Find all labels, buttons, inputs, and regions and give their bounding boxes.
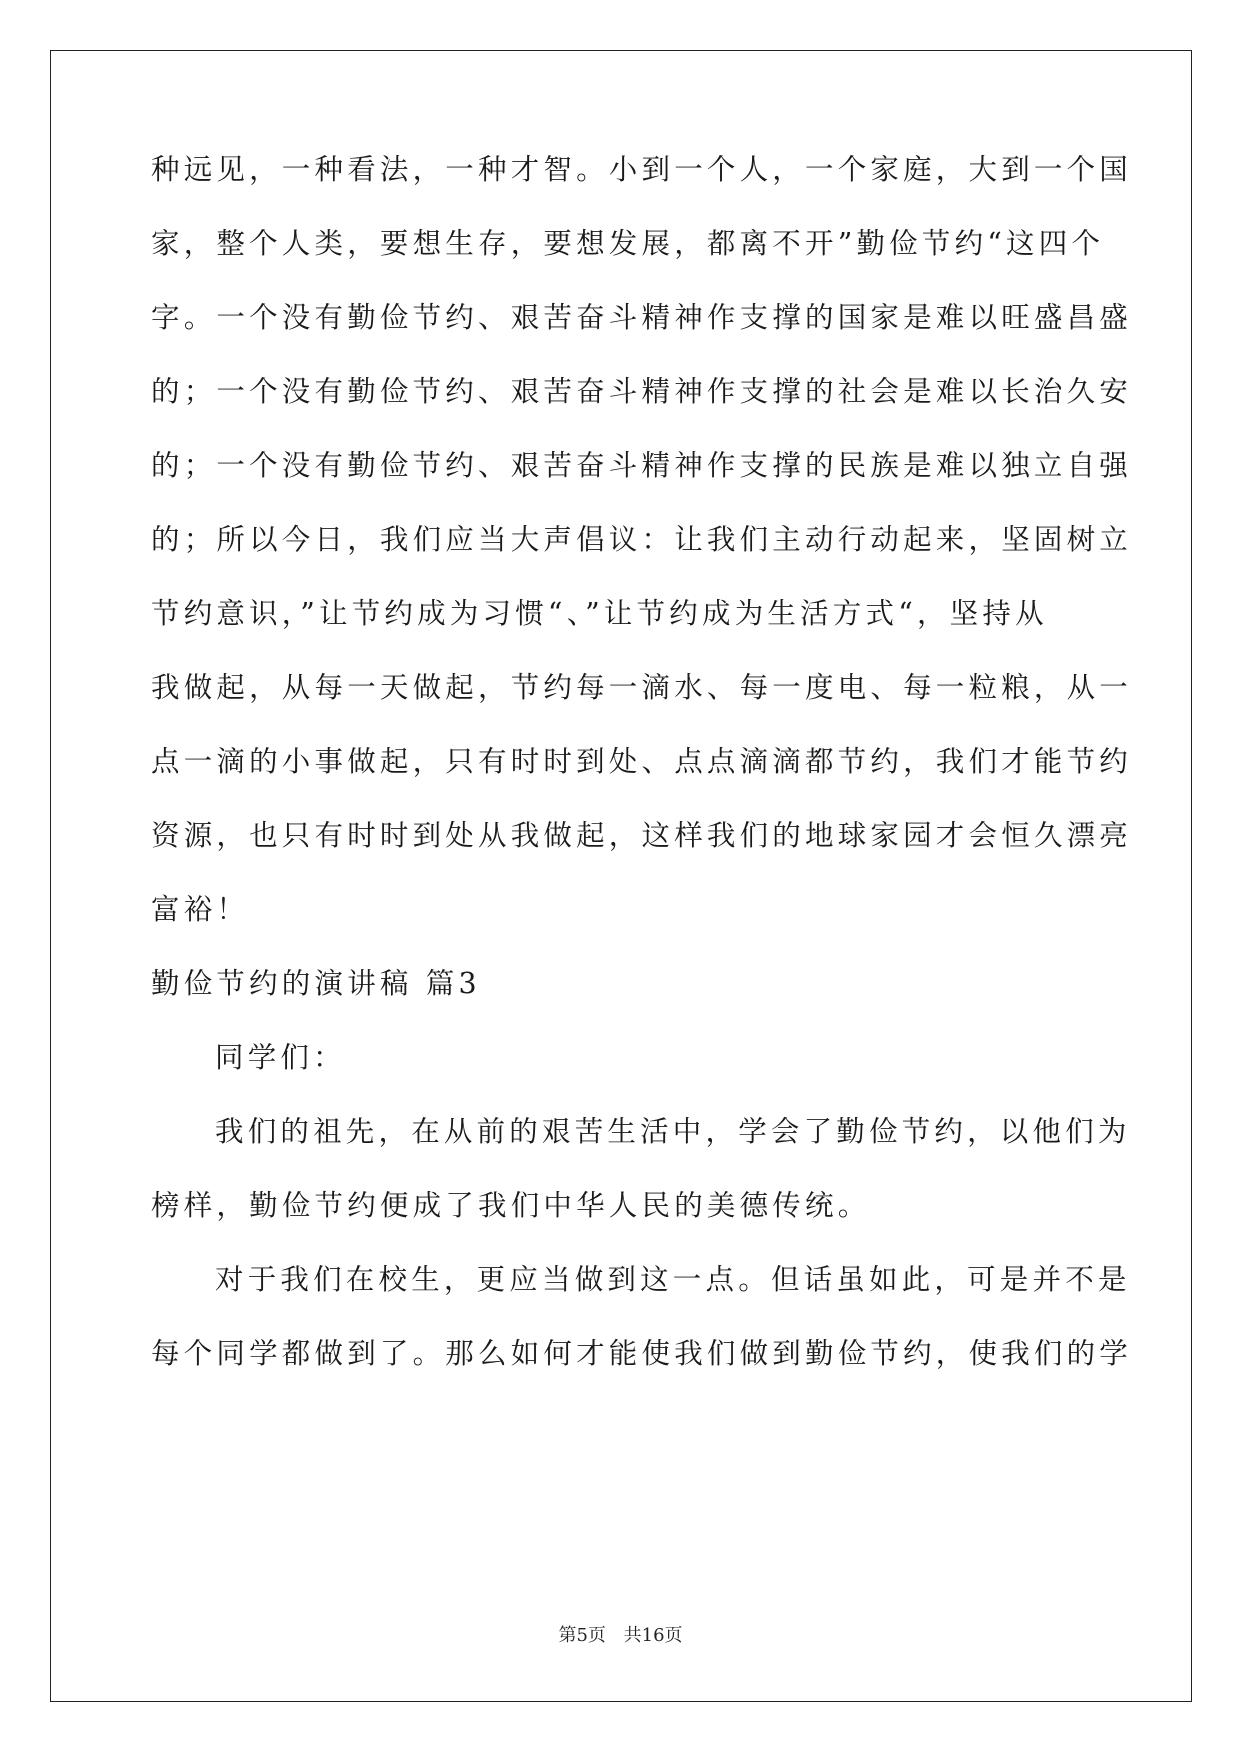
- paragraph-line: 每个同学都做到了。那么如何才能使我们做到勤俭节约，使我们的学: [151, 1337, 1133, 1370]
- page-footer: [0, 1624, 1241, 1648]
- section-heading: 勤俭节约的演讲稿 篇3: [151, 967, 481, 1000]
- body-line: 节约意识，”让节约成为习惯“、”让节约成为生活方式“，坚持从: [151, 597, 1048, 630]
- body-line: 的；一个没有勤俭节约、艰苦奋斗精神作支撑的社会是难以长治久安: [151, 375, 1133, 408]
- page-number: 第5页: [558, 1625, 606, 1646]
- paragraph-line: 我们的祖先，在从前的艰苦生活中，学会了勤俭节约，以他们为: [215, 1115, 1131, 1148]
- paragraph-line: 对于我们在校生，更应当做到这一点。但话虽如此，可是并不是: [215, 1263, 1131, 1296]
- body-line: 我做起，从每一天做起，节约每一滴水、每一度电、每一粒粮，从一: [151, 671, 1133, 704]
- body-line: 点一滴的小事做起，只有时时到处、点点滴滴都节约，我们才能节约: [151, 745, 1133, 778]
- body-line: 的；一个没有勤俭节约、艰苦奋斗精神作支撑的民族是难以独立自强: [151, 449, 1133, 482]
- paragraph-line: 榜样，勤俭节约便成了我们中华人民的美德传统。: [151, 1189, 871, 1222]
- body-line: 种远见，一种看法，一种才智。小到一个人，一个家庭，大到一个国: [151, 153, 1133, 186]
- body-line: 资源，也只有时时到处从我做起，这样我们的地球家园才会恒久漂亮: [151, 819, 1133, 852]
- body-line: 富裕！: [151, 893, 250, 926]
- body-line: 家，整个人类，要想生存，要想发展，都离不开”勤俭节约“这四个: [151, 227, 1105, 260]
- body-line: 的；所以今日，我们应当大声倡议：让我们主动行动起来，坚固树立: [151, 523, 1133, 556]
- body-line: 字。一个没有勤俭节约、艰苦奋斗精神作支撑的国家是难以旺盛昌盛: [151, 301, 1133, 334]
- page-total: 共16页: [623, 1625, 683, 1646]
- greeting: 同学们：: [215, 1041, 346, 1074]
